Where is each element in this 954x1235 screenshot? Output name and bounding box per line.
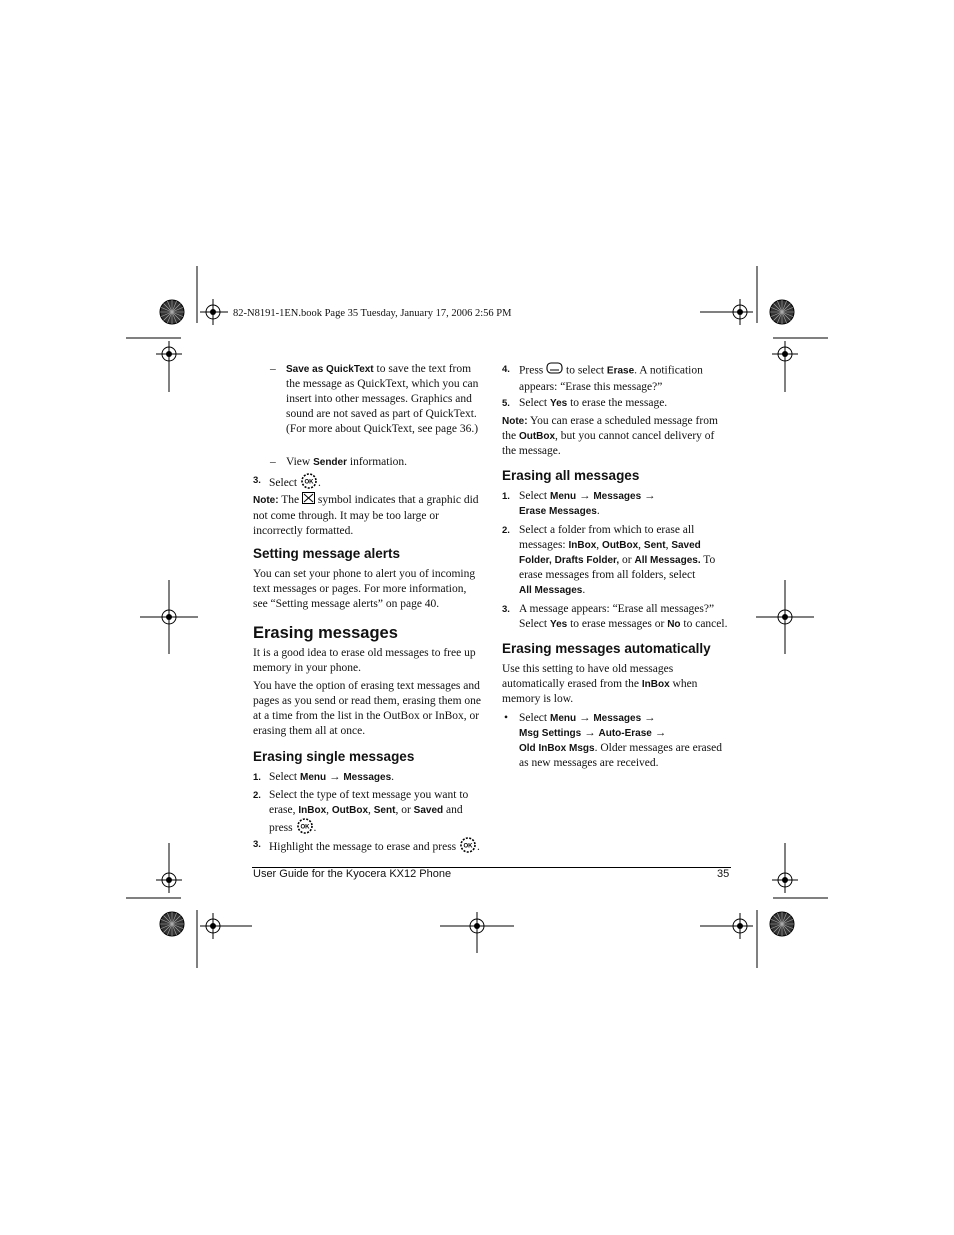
arrow-icon: → <box>578 712 591 724</box>
text: , <box>368 804 374 816</box>
keyword-save-as-quicktext: Save as QuickText <box>286 364 374 375</box>
left-softkey-icon <box>546 362 563 380</box>
broken-graphic-icon <box>302 492 315 509</box>
note-graphic <box>253 492 481 539</box>
book-info-line: 82-N8191-1EN.book Page 35 Tuesday, January 17, 2006 2:56 PM <box>233 308 512 319</box>
erasing-paragraph-1: It is a good idea to erase old messages to free up memory in your phone. <box>253 647 476 674</box>
step-number: 4. <box>502 364 510 375</box>
text: , but you cannot cancel delivery of the message. <box>502 430 715 457</box>
text: to cancel. <box>680 618 728 630</box>
text: Select <box>269 477 298 490</box>
bullet-dot: • <box>504 712 509 724</box>
text: to select <box>566 364 607 377</box>
note-scheduled <box>502 414 727 459</box>
alerts-paragraph: You can set your phone to alert you of incoming text messages or pages. For more information, see “Setting message alerts” on page 40. <box>253 568 476 610</box>
text: View <box>286 456 314 468</box>
keyword-erase: Erase <box>606 365 635 377</box>
svg-text:OK: OK <box>304 479 314 486</box>
ok-key-icon <box>300 473 318 494</box>
erase-step-5 <box>519 396 731 411</box>
keyword-sent: Sent <box>643 540 666 551</box>
auto-paragraph <box>502 662 707 707</box>
keyword-inbox: InBox <box>568 540 597 551</box>
text: Use this setting to have old messages automatically erased from the <box>502 663 674 690</box>
text: To erase messages from all folders, select <box>519 554 716 581</box>
keyword-menu: Menu <box>299 772 327 783</box>
arrow-icon: → <box>644 712 656 724</box>
note-label: Note: <box>502 416 528 427</box>
keyword-sender: Sender <box>313 457 347 468</box>
text: Select a folder from which to erase all messages: <box>519 524 695 551</box>
arrow-icon: → <box>578 490 591 502</box>
text: and press <box>269 804 463 835</box>
text: Select <box>519 397 550 409</box>
keyword-yes: Yes <box>549 619 568 630</box>
keyword-all-messages: All Messages. <box>634 555 701 566</box>
keyword-all-messages: All Messages <box>519 585 583 596</box>
text: to erase messages or <box>567 618 668 630</box>
keyword-msg-settings: Msg Settings <box>519 728 582 739</box>
svg-text:OK: OK <box>463 843 473 850</box>
keyword-drafts-folder: Drafts Folder, <box>554 555 620 566</box>
step-number: 1. <box>253 772 261 783</box>
keyword-old-inbox-msgs: Old InBox Msgs <box>519 743 595 754</box>
section-heading-alerts: Setting message alerts <box>253 546 401 561</box>
erasing-paragraph-2: You have the option of erasing text messages and pages as you send or read them, erasing them one at a time from the list in the OutBox or InBox, or erasing them all at once. <box>253 680 482 737</box>
note-label: Note: <box>253 495 279 507</box>
keyword-inbox: InBox <box>641 679 670 690</box>
page-title: Erasing messages <box>253 624 398 642</box>
keyword-inbox: InBox <box>298 805 327 816</box>
text: , <box>326 804 332 816</box>
text: Highlight the message to erase and press <box>269 841 457 854</box>
auto-bullet <box>519 711 731 771</box>
keyword-no: No <box>667 619 681 630</box>
ok-key-icon <box>296 818 314 839</box>
text: . <box>391 771 395 783</box>
keyword-outbox: OutBox <box>331 805 369 816</box>
keyword-menu: Menu <box>549 713 577 724</box>
step-number: 2. <box>502 525 510 536</box>
all-step-3 <box>519 602 731 632</box>
keyword-outbox: OutBox <box>602 540 639 551</box>
keyword-yes: Yes <box>549 398 568 409</box>
dash-bullet: – <box>270 456 276 468</box>
keyword-messages: Messages <box>593 491 642 502</box>
keyword-menu: Menu <box>549 491 577 502</box>
step-select-ok: Select OK . <box>269 473 321 494</box>
keyword-erase-messages: Erase Messages <box>519 506 597 517</box>
text: You can erase a scheduled message from the <box>502 415 718 442</box>
dash-item-text: to save the text from the message as QuickText, which you can insert into other messages. Graphics and sound are not saved as part of QuickText.(For more about QuickText, see page 36.) <box>286 363 479 435</box>
arrow-icon: → <box>328 771 341 783</box>
arrow-icon: → <box>584 727 596 739</box>
dash-bullet: – <box>270 363 276 375</box>
ok-key-icon <box>459 837 477 858</box>
keyword-sent: Sent <box>373 805 396 816</box>
text: A message appears: “Erase all messages?” Select <box>519 603 715 630</box>
text: information. <box>347 456 408 468</box>
footer-title: User Guide for the Kyocera KX12 Phone <box>253 868 452 880</box>
text: symbol indicates that a graphic did not come through. It may be too large or incorrectly formatted. <box>253 494 479 537</box>
keyword-saved: Saved <box>413 805 444 816</box>
text: The <box>281 494 300 507</box>
text: to erase the message. <box>567 397 668 409</box>
step-number: 3. <box>253 475 261 486</box>
section-heading-all: Erasing all messages <box>502 468 640 483</box>
erase-step-4 <box>519 362 731 395</box>
arrow-icon: → <box>644 490 656 502</box>
single-step-3: Highlight the message to erase and press OK . <box>269 837 483 858</box>
dash-item-save-quicktext <box>286 362 480 437</box>
arrow-icon: → <box>654 727 667 739</box>
step-number: 5. <box>502 398 510 409</box>
text: Press <box>519 364 544 377</box>
page-number: 35 <box>717 868 730 880</box>
keyword-messages: Messages <box>343 772 392 783</box>
keyword-outbox: OutBox <box>518 431 556 442</box>
text: when memory is low. <box>502 678 698 705</box>
keyword-messages: Messages <box>593 713 642 724</box>
text: . <box>596 505 600 517</box>
all-step-2: Select a folder from which to erase all messages: InBox, OutBox, Sent, Saved Folder, Drafts Folder, or All Messages. To erase messages from all folders, select All Messages. <box>519 524 716 596</box>
single-step-2: Select the type of text message you want to erase, InBox, OutBox, Sent, or Saved and press OK . <box>269 788 481 839</box>
text: . <box>582 584 586 596</box>
step-number: 3. <box>502 604 510 615</box>
text: Select <box>519 490 550 502</box>
single-step-1 <box>269 770 481 785</box>
dash-item-view-sender <box>286 455 480 470</box>
text: Select the type of text message you want to erase, <box>269 789 469 816</box>
keyword-auto-erase: Auto-Erase <box>598 728 652 739</box>
step-number: 1. <box>502 491 510 502</box>
step-number: 3. <box>253 839 261 850</box>
all-step-1 <box>519 489 719 519</box>
step-number: 2. <box>253 790 261 801</box>
text: . A notification appears: “Erase this message?” <box>519 364 703 393</box>
text: , or <box>395 804 414 816</box>
section-heading-auto: Erasing messages automatically <box>502 641 711 656</box>
svg-text:OK: OK <box>300 824 310 831</box>
keyword-saved-folder: Saved Folder, <box>519 540 701 566</box>
text: Select <box>519 712 550 724</box>
section-heading-single: Erasing single messages <box>253 749 415 764</box>
text: or <box>619 554 635 566</box>
text: Select <box>269 771 300 783</box>
text: . Older messages are erased as new messages are received. <box>519 742 722 769</box>
